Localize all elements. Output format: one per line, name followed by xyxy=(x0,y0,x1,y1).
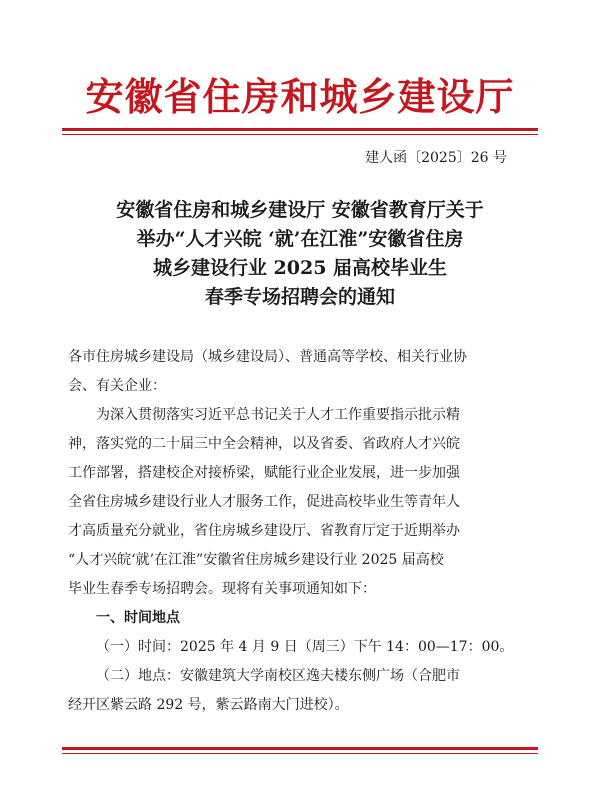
notice-title-line: 举办“人才兴皖 ‘就’在江淮”安徽省住房 xyxy=(136,228,464,250)
notice-title-line: 城乡建设行业 2025 届高校毕业生 xyxy=(152,257,448,279)
notice-title xyxy=(0,196,600,312)
footer-rule-thick xyxy=(62,747,538,750)
intro-paragraph-line: 神，落实党的二十届三中全会精神，以及省委、省政府人才兴皖 xyxy=(68,436,460,452)
notice-title-line: 安徽省住房和城乡建设厅 安徽省教育厅关于 xyxy=(116,199,484,221)
letterhead-rule-thin xyxy=(62,134,538,135)
document-number: 建人函〔2025〕26 号 xyxy=(365,150,507,166)
intro-paragraph-line: “人才兴皖‘就’在江淮”安徽省住房城乡建设行业 2025 届高校 xyxy=(68,552,444,568)
intro-paragraph-line: 为深入贯彻落实习近平总书记关于人才工作重要指示批示精 xyxy=(96,407,460,423)
notice-body xyxy=(68,343,536,720)
location-line: 经开区紫云路 292 号，紫云路南大门进校）。 xyxy=(68,697,349,713)
time-line: （一）时间：2025 年 4 月 9 日（周三）下午 14：00—17：00。 xyxy=(96,639,514,655)
notice-title-line: 春季专场招聘会的通知 xyxy=(204,286,395,308)
location-line: （二）地点：安徽建筑大学南校区逸夫楼东侧广场（合肥市 xyxy=(96,668,460,684)
addressee-line: 各市住房城乡建设局（城乡建设局）、普通高等学校、相关行业协 xyxy=(68,349,467,365)
org-letterhead-title: 安徽省住房和城乡建设厅 xyxy=(85,74,515,119)
intro-paragraph-line: 才高质量充分就业，省住房城乡建设厅、省教育厅定于近期举办 xyxy=(68,523,460,539)
intro-paragraph-line: 工作部署，搭建校企对接桥梁，赋能行业企业发展，进一步加强 xyxy=(68,465,460,481)
intro-paragraph-line: 毕业生春季专场招聘会。现将有关事项通知如下： xyxy=(68,581,376,597)
letterhead-rule-thick xyxy=(62,128,538,131)
addressee-line: 会、有关企业： xyxy=(68,378,166,394)
intro-paragraph-line: 全省住房城乡建设行业人才服务工作，促进高校毕业生等青年人 xyxy=(68,494,460,510)
footer-rule-thin xyxy=(62,753,538,754)
section-heading: 一、时间地点 xyxy=(96,610,180,626)
